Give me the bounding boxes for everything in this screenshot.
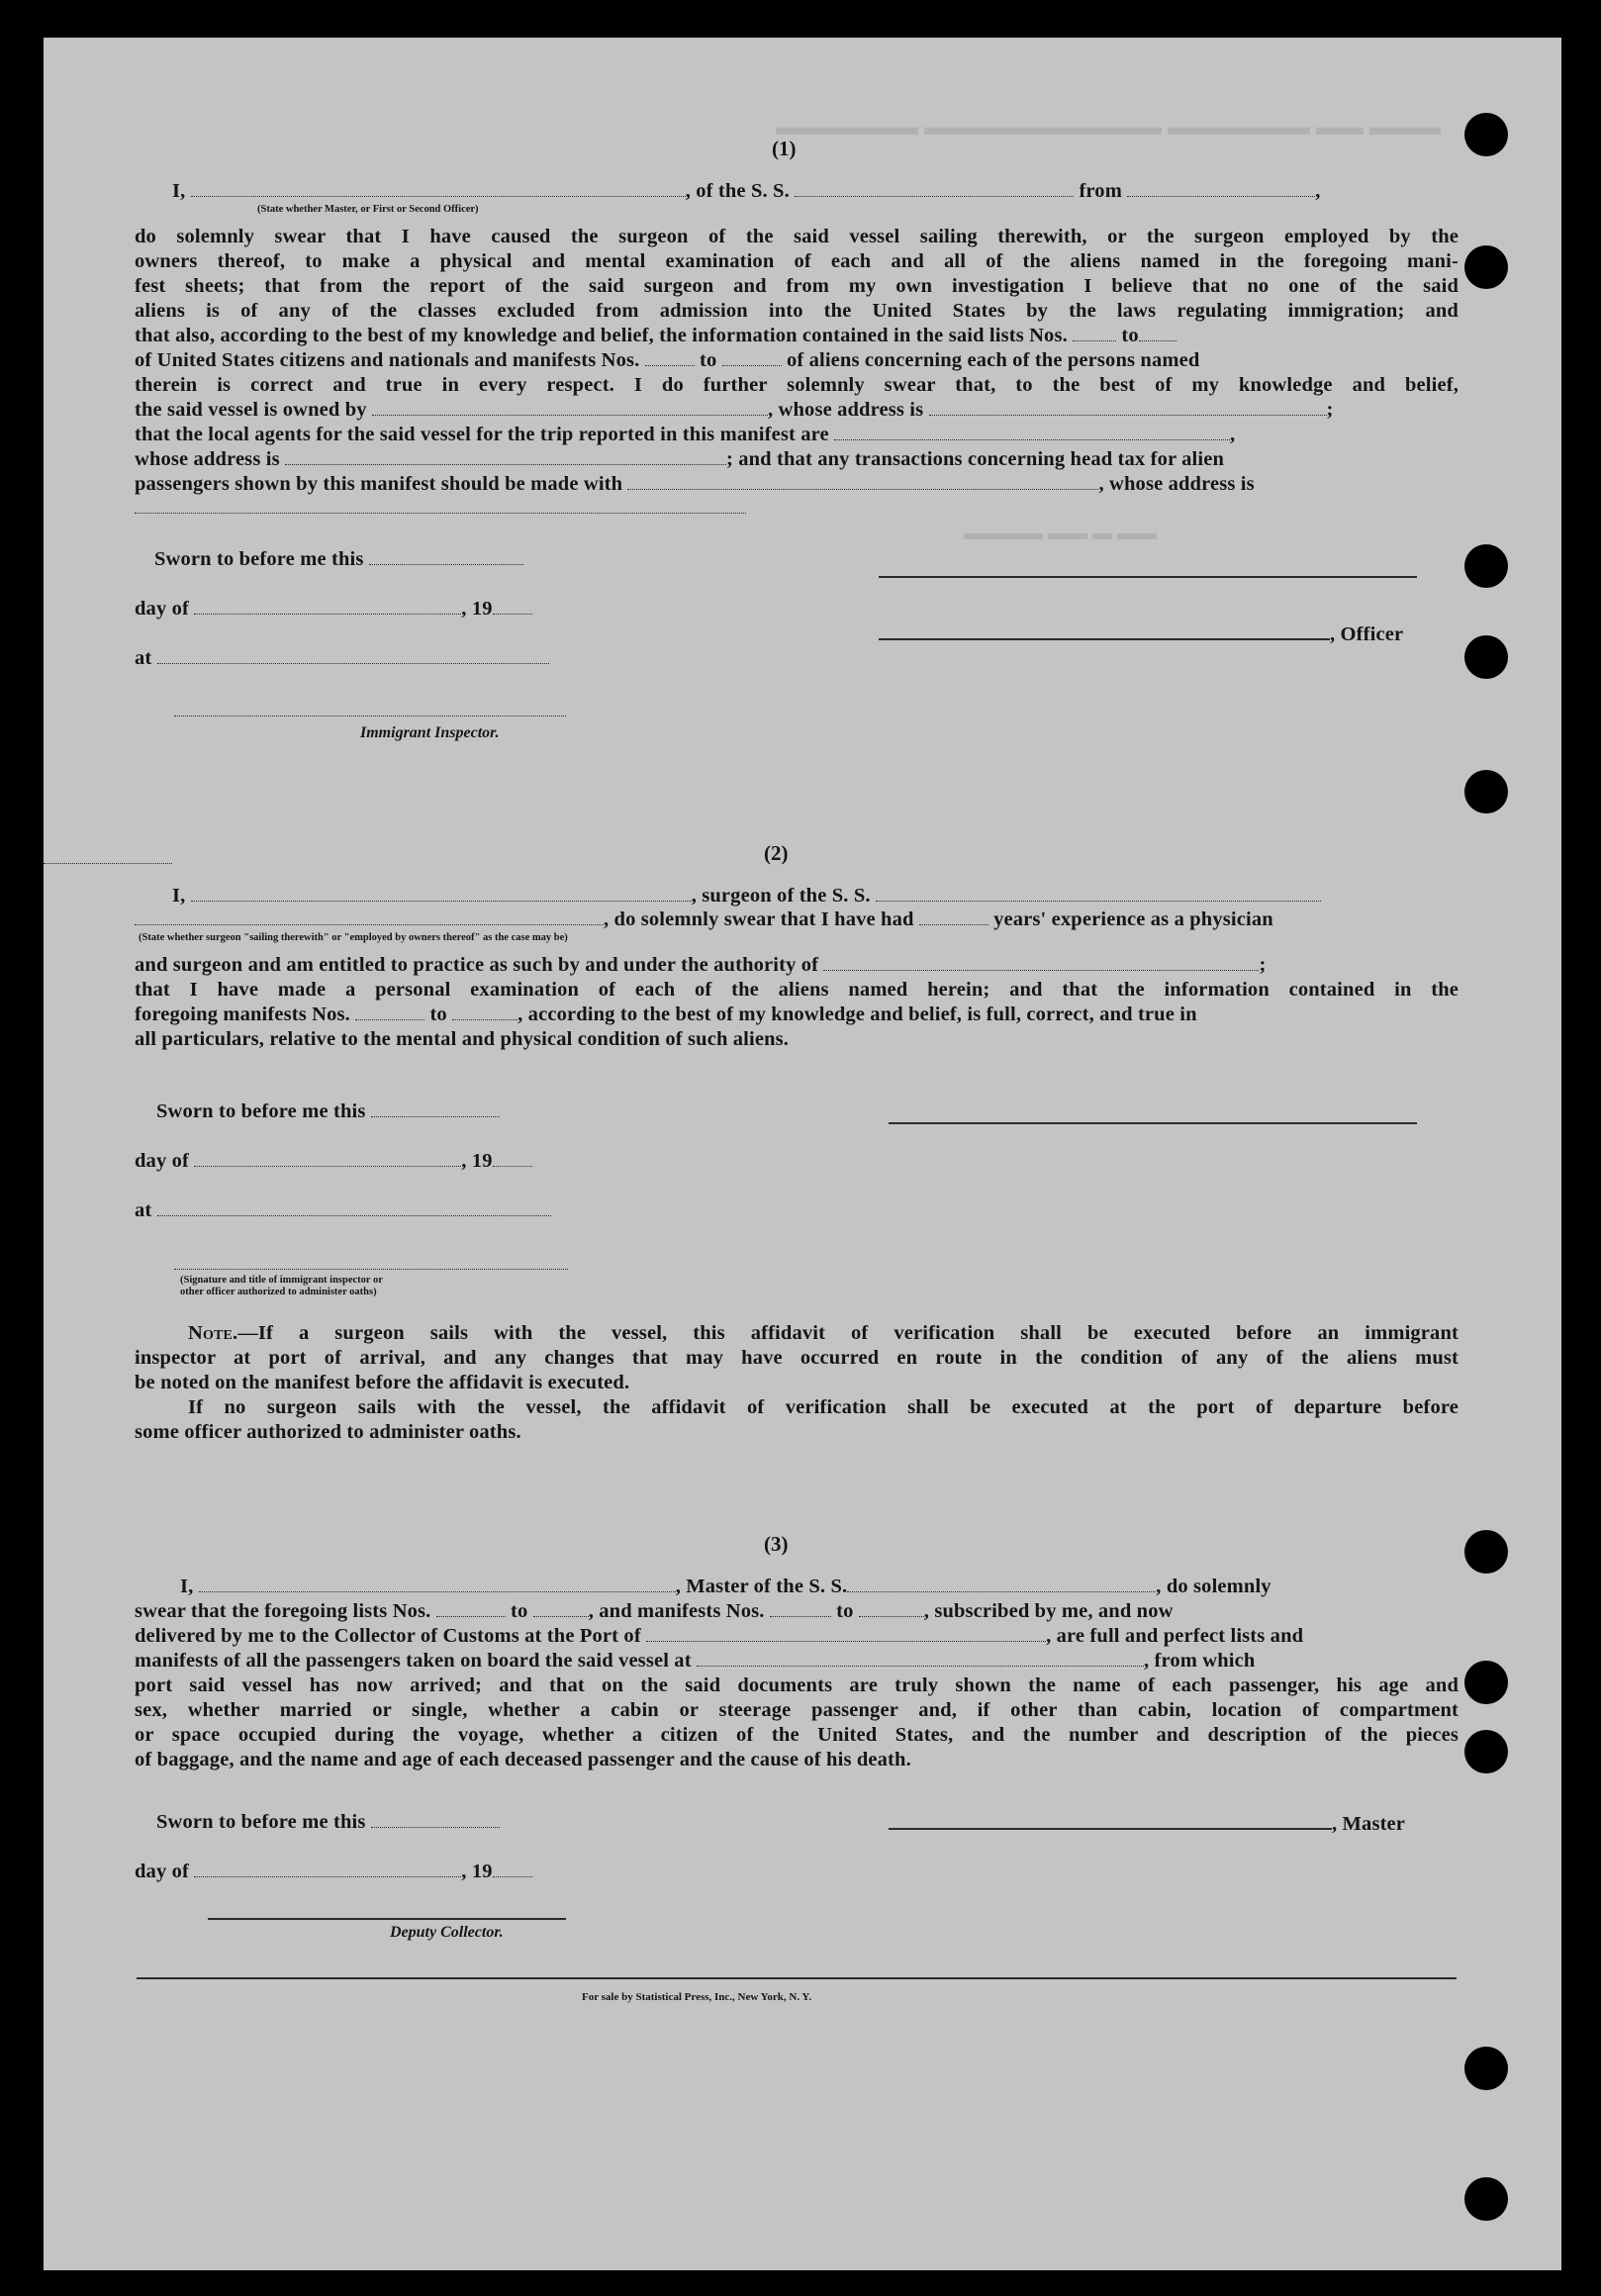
surgeon-line: I, , surgeon of the S. S.: [172, 885, 1459, 908]
vessel-owner-field[interactable]: [372, 401, 768, 416]
lists-from-field[interactable]: [436, 1602, 506, 1617]
master-signature-line: , Master: [889, 1813, 1405, 1836]
master-paragraph-line: sex, whether married or single, whether a cabin or steerage passenger and, if other than cabin, location of compartment: [135, 1699, 1459, 1721]
punch-hole-icon: [1464, 770, 1508, 813]
sworn-date-field[interactable]: [371, 1102, 500, 1117]
manifests-from-field[interactable]: [355, 1005, 424, 1020]
officer-signature-line[interactable]: [879, 576, 1417, 578]
punch-hole-icon: [1464, 1730, 1508, 1773]
master-paragraph-line: port said vessel has now arrived; and that on the said documents are truly shown the name of each passenger, his age and: [135, 1674, 1459, 1696]
surgeon-paragraph-line: all particulars, relative to the mental and physical condition of such aliens.: [135, 1028, 790, 1050]
departure-port-field[interactable]: [1127, 182, 1315, 197]
embarkation-port-field[interactable]: [697, 1652, 1144, 1667]
oath-paragraph-line: therein is correct and true in every respect. I do further solemnly swear that, to the best of my knowledge and belief,: [135, 374, 1459, 396]
oath-paragraph-line: fest sheets; that from the report of the said surgeon and from my own investigation I believe that no one of the said: [135, 275, 1459, 297]
day-of-line: day of , 19: [135, 1861, 532, 1883]
signature-hint: other officer authorized to administer oaths): [180, 1287, 377, 1297]
day-of-field[interactable]: [194, 1863, 461, 1877]
day-of-field[interactable]: [194, 1152, 461, 1167]
inspector-signature-line[interactable]: [174, 1269, 568, 1270]
day-of-field[interactable]: [194, 600, 461, 615]
day-of-line: day of , 19: [135, 598, 532, 621]
master-line: I, , Master of the S. S. , do solemnly: [180, 1576, 1271, 1597]
oath-paragraph-line: do solemnly swear that I have caused the surgeon of the said vessel sailing therewith, or the surgeon employed by the: [135, 226, 1459, 247]
oath-paragraph-line: whose address is ; and that any transactions concerning head tax for alien: [135, 448, 1225, 470]
master-paragraph-line: swear that the foregoing lists Nos. to , and manifests Nos. to , subscribed by me, and now: [135, 1600, 1174, 1622]
vessel-name-field[interactable]: [795, 182, 1074, 197]
printer-imprint: For sale by Statistical Press, Inc., New York, N. Y.: [582, 1991, 812, 2003]
lists-to-field[interactable]: [1139, 327, 1177, 341]
sworn-date-field[interactable]: [369, 550, 523, 565]
punch-hole-icon: [1464, 2047, 1508, 2090]
punch-hole-icon: [1464, 635, 1508, 679]
surgeon-line: , do solemnly swear that I have had years' experience as a physician: [135, 909, 1459, 931]
bleed-through-mark: ▬▬ ▬ ▬▬ ▬▬▬▬: [964, 523, 1157, 544]
at-line: at: [135, 1199, 551, 1222]
year-field[interactable]: [493, 600, 532, 615]
punch-hole-icon: [1464, 2177, 1508, 2221]
note-line: some officer authorized to administer oaths.: [135, 1421, 521, 1443]
officer-title-field[interactable]: [879, 624, 1330, 640]
oath-paragraph-line: that also, according to the best of my knowledge and belief, the information contained in the said lists Nos. to: [135, 325, 1459, 347]
sworn-line: Sworn to before me this: [156, 1100, 500, 1123]
field-hint: (State whether Master, or First or Second Officer): [257, 204, 479, 215]
manifests-from-field[interactable]: [770, 1602, 831, 1617]
surgeon-paragraph-line: that I have made a personal examination of each of the aliens named herein; and that the information contained in the: [135, 979, 1459, 1001]
oath-paragraph-line: aliens is of any of the classes excluded from admission into the United States by the laws regulating immigration; and: [135, 300, 1459, 322]
section-number: (3): [764, 1532, 789, 1556]
section-number: (1): [772, 137, 797, 160]
surgeon-signature-line[interactable]: [889, 1122, 1417, 1124]
bleed-through-mark: ▬▬▬ ▬▬ ▬▬▬▬▬▬ ▬▬▬▬▬▬▬▬▬▬ ▬▬▬▬▬▬: [776, 115, 1441, 141]
at-line: at: [135, 647, 549, 670]
master-paragraph-line: of baggage, and the name and age of each deceased passenger and the cause of his death.: [135, 1749, 911, 1770]
surgeon-name-field[interactable]: [191, 887, 692, 902]
collector-signature-line[interactable]: [208, 1918, 566, 1920]
dotted-edge-mark: [44, 863, 172, 864]
place-field[interactable]: [157, 1201, 551, 1216]
master-paragraph-line: delivered by me to the Collector of Customs at the Port of , are full and perfect lists and: [135, 1625, 1304, 1647]
surgeon-paragraph-line: and surgeon and am entitled to practice as such by and under the authority of ;: [135, 954, 1267, 976]
surgeon-paragraph-line: foregoing manifests Nos. to , according to the best of my knowledge and belief, is full, correct, and true in: [135, 1004, 1197, 1025]
sworn-line: Sworn to before me this: [156, 1811, 500, 1834]
manifests-to-field[interactable]: [722, 351, 782, 366]
manifests-to-field[interactable]: [452, 1005, 518, 1020]
customs-port-field[interactable]: [646, 1627, 1046, 1642]
inspector-signature-line[interactable]: [174, 716, 566, 717]
surgeon-status-field[interactable]: [135, 910, 604, 925]
inspector-caption: Immigrant Inspector.: [360, 724, 500, 741]
manifests-to-field[interactable]: [859, 1602, 924, 1617]
officer-line: , Officer: [879, 623, 1403, 646]
head-tax-contact-field[interactable]: [627, 475, 1098, 490]
year-field[interactable]: [493, 1863, 532, 1877]
collector-caption: Deputy Collector.: [390, 1924, 504, 1941]
punch-hole-icon: [1464, 1661, 1508, 1704]
master-paragraph-line: or space occupied during the voyage, whether a citizen of the United States, and the number and description of the pieces: [135, 1724, 1459, 1746]
master-paragraph-line: manifests of all the passengers taken on board the said vessel at , from which: [135, 1650, 1256, 1672]
oath-paragraph-line: the said vessel is owned by , whose address is ;: [135, 399, 1334, 421]
section-number: (2): [764, 841, 789, 865]
oath-paragraph-line: owners thereof, to make a physical and mental examination of each and all of the aliens named in the foregoing mani-: [135, 250, 1459, 272]
footer-rule: [137, 1977, 1457, 1979]
punch-hole-icon: [1464, 544, 1508, 588]
punch-hole-icon: [1464, 113, 1508, 156]
field-hint: (State whether surgeon "sailing therewith" or "employed by owners thereof" as the case may be): [139, 932, 568, 943]
agents-address-field[interactable]: [285, 450, 726, 465]
day-of-line: day of , 19: [135, 1150, 532, 1173]
surgeon-vessel-field[interactable]: [876, 887, 1321, 902]
manifest-back-page: [44, 38, 1561, 2270]
lists-to-field[interactable]: [533, 1602, 589, 1617]
oath-paragraph-line: of United States citizens and nationals and manifests Nos. to of aliens concerning each of the persons named: [135, 349, 1200, 371]
note-line: inspector at port of arrival, and any changes that may have occurred en route in the condition of any of the aliens must: [135, 1347, 1459, 1369]
sworn-line: Sworn to before me this: [154, 548, 523, 571]
year-field[interactable]: [493, 1152, 532, 1167]
manifests-from-field[interactable]: [645, 351, 695, 366]
oath-line: I, , of the S. S. from ,: [172, 180, 1321, 202]
note-line: be noted on the manifest before the affidavit is executed.: [135, 1372, 630, 1393]
oath-paragraph-line: that the local agents for the said vessel for the trip reported in this manifest are ,: [135, 424, 1236, 445]
signature-hint: (Signature and title of immigrant inspector or: [180, 1275, 383, 1286]
note-line: Note.—If a surgeon sails with the vessel, this affidavit of verification shall be executed before an immigrant: [188, 1322, 1459, 1344]
practice-authority-field[interactable]: [823, 956, 1259, 971]
officer-name-field[interactable]: [191, 182, 686, 197]
note-line: If no surgeon sails with the vessel, the affidavit of verification shall be executed at the port of departure before: [188, 1396, 1459, 1418]
head-tax-address-field[interactable]: [135, 513, 746, 514]
master-signature-field[interactable]: [889, 1814, 1332, 1830]
owner-address-field[interactable]: [929, 401, 1327, 416]
sworn-date-field[interactable]: [371, 1813, 500, 1828]
local-agents-field[interactable]: [834, 426, 1230, 440]
punch-hole-icon: [1464, 245, 1508, 289]
master-vessel-field[interactable]: [847, 1578, 1156, 1592]
years-experience-field[interactable]: [919, 910, 989, 925]
punch-hole-icon: [1464, 1530, 1508, 1574]
master-name-field[interactable]: [199, 1578, 676, 1592]
lists-from-field[interactable]: [1073, 327, 1116, 341]
oath-paragraph-line: passengers shown by this manifest should be made with , whose address is: [135, 473, 1255, 495]
place-field[interactable]: [157, 649, 549, 664]
